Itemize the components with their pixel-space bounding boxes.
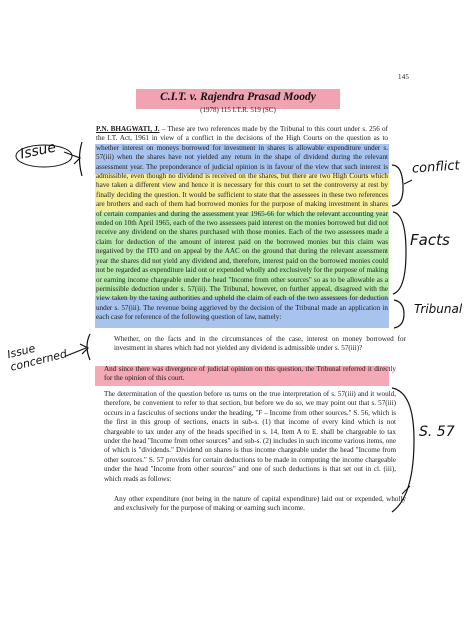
annotation-facts: Facts: [410, 231, 450, 249]
annotation-issue: Issue: [18, 139, 58, 163]
paragraph-1-text: – These are two references made by the Tribunal to this court under s. 256 of the I.T. Act, 1961 in view of a conflict in the decisions of the High Courts on the question as to whether interest on moneys borrowed for investment in shares is allowable expenditure under s. 57(iii) when the shares have not yielded any return in the shape of dividend during the relevant assessment year. The preponderance of judicial opinion is in favour of the view that such interest is admissible, even though no dividend is received on the shares, but there are two High Courts which have taken a different view and hence it is necessary for this court to set the controversy at rest by finally deciding the question. It would be sufficient to state that the assessees in these two references are brothers and each of them had borrowed monies for the purpose of making investment in shares of certain companies and during the assessment year 1965-66 for which the relevant accounting year ended on 10th April 1965, each of the two assessees paid interest on the monies borrowed but did not receive any dividend on the shares purchased with those monies. Each of the two assessees made a claim for deduction of the amount of interest paid on the borrowed monies but this claim was negatived by the ITO and on appeal by the AAC on the ground that during the relevant assessment year the shares did not yield any dividend and, therefore, interest paid on the borrowed monies could not be regarded as expenditure laid out or expended wholly and exclusively for the purpose of making or earning income chargeable under the head "Income from other sources" so as to be allowable as a permissible deduction under s. 57(iii). The Tribunal, however, on further appeal, disagreed with the view taken by the taxing authorities and upheld the claim of each of the two assessees for deduction under s. 57(iii). The revenue being aggrieved by the decision of the Tribunal made an application in each case for reference of the following question of law, namely:: [96, 125, 389, 322]
paragraph-2-text: And since there was divergence of judicial opinion on this question, the Tribunal referred it directly for the opinion of this court.: [104, 365, 396, 383]
judgment-paragraph-3: [96, 390, 396, 484]
quote-text: Any other expenditure (not being in the nature of capital expenditure) laid out or expended, wholly and exclusively for the purpose of making or earning such income.: [114, 495, 406, 513]
judge-name: P.N. BHAGWATI, J.: [96, 125, 160, 133]
annotation-tribunal: Tribunal: [414, 302, 463, 316]
paragraph-3-text: The determination of the question before us turns on the true interpretation of s. 57(iii) and it would, therefore, be convenient to refer to that section, but before we do so, we may point out that s. 57(iii) occurs in a fasciculus of sections under the heading, "F – Income from other sources." S. 56, which is the first in this group of sections, enacts in sub-s. (1) that income of every kind which is not chargeable to tax under any of the heads specified in s. 14, Item A to E. shall be chargeable to tax under the head "Income from other sources" and sub-s. (2) includes in such income various items, one of which is "dividends." Dividend on shares is thus income chargeable under the head "Income from other sources." S. 57 provides for certain deductions to be made in computing the income chargeable under the head "Income from other sources" and one of such deductions is that set out in cl. (iii), which reads as follows:: [104, 390, 396, 483]
annotation-issue-concerned: Issue concerned: [5, 341, 69, 374]
annotation-section: S. 57: [419, 424, 455, 440]
question-of-law: [96, 335, 414, 354]
judgment-paragraph-2: [96, 365, 396, 384]
question-text: Whether, on the facts and in the circumstances of the case, interest on money borrowed for investment in shares which had not yielded any dividend is admissible under s. 57(iii)?: [114, 335, 406, 353]
judgment-paragraph-1: [96, 125, 388, 323]
statutory-quote: [96, 495, 414, 514]
annotation-conflict: conflict: [411, 158, 461, 177]
page-number: 145: [398, 73, 410, 81]
case-title: C.I.T. v. Rajendra Prasad Moody: [160, 91, 316, 103]
case-citation: (1978) 115 I.T.R. 519 (SC): [200, 106, 276, 114]
